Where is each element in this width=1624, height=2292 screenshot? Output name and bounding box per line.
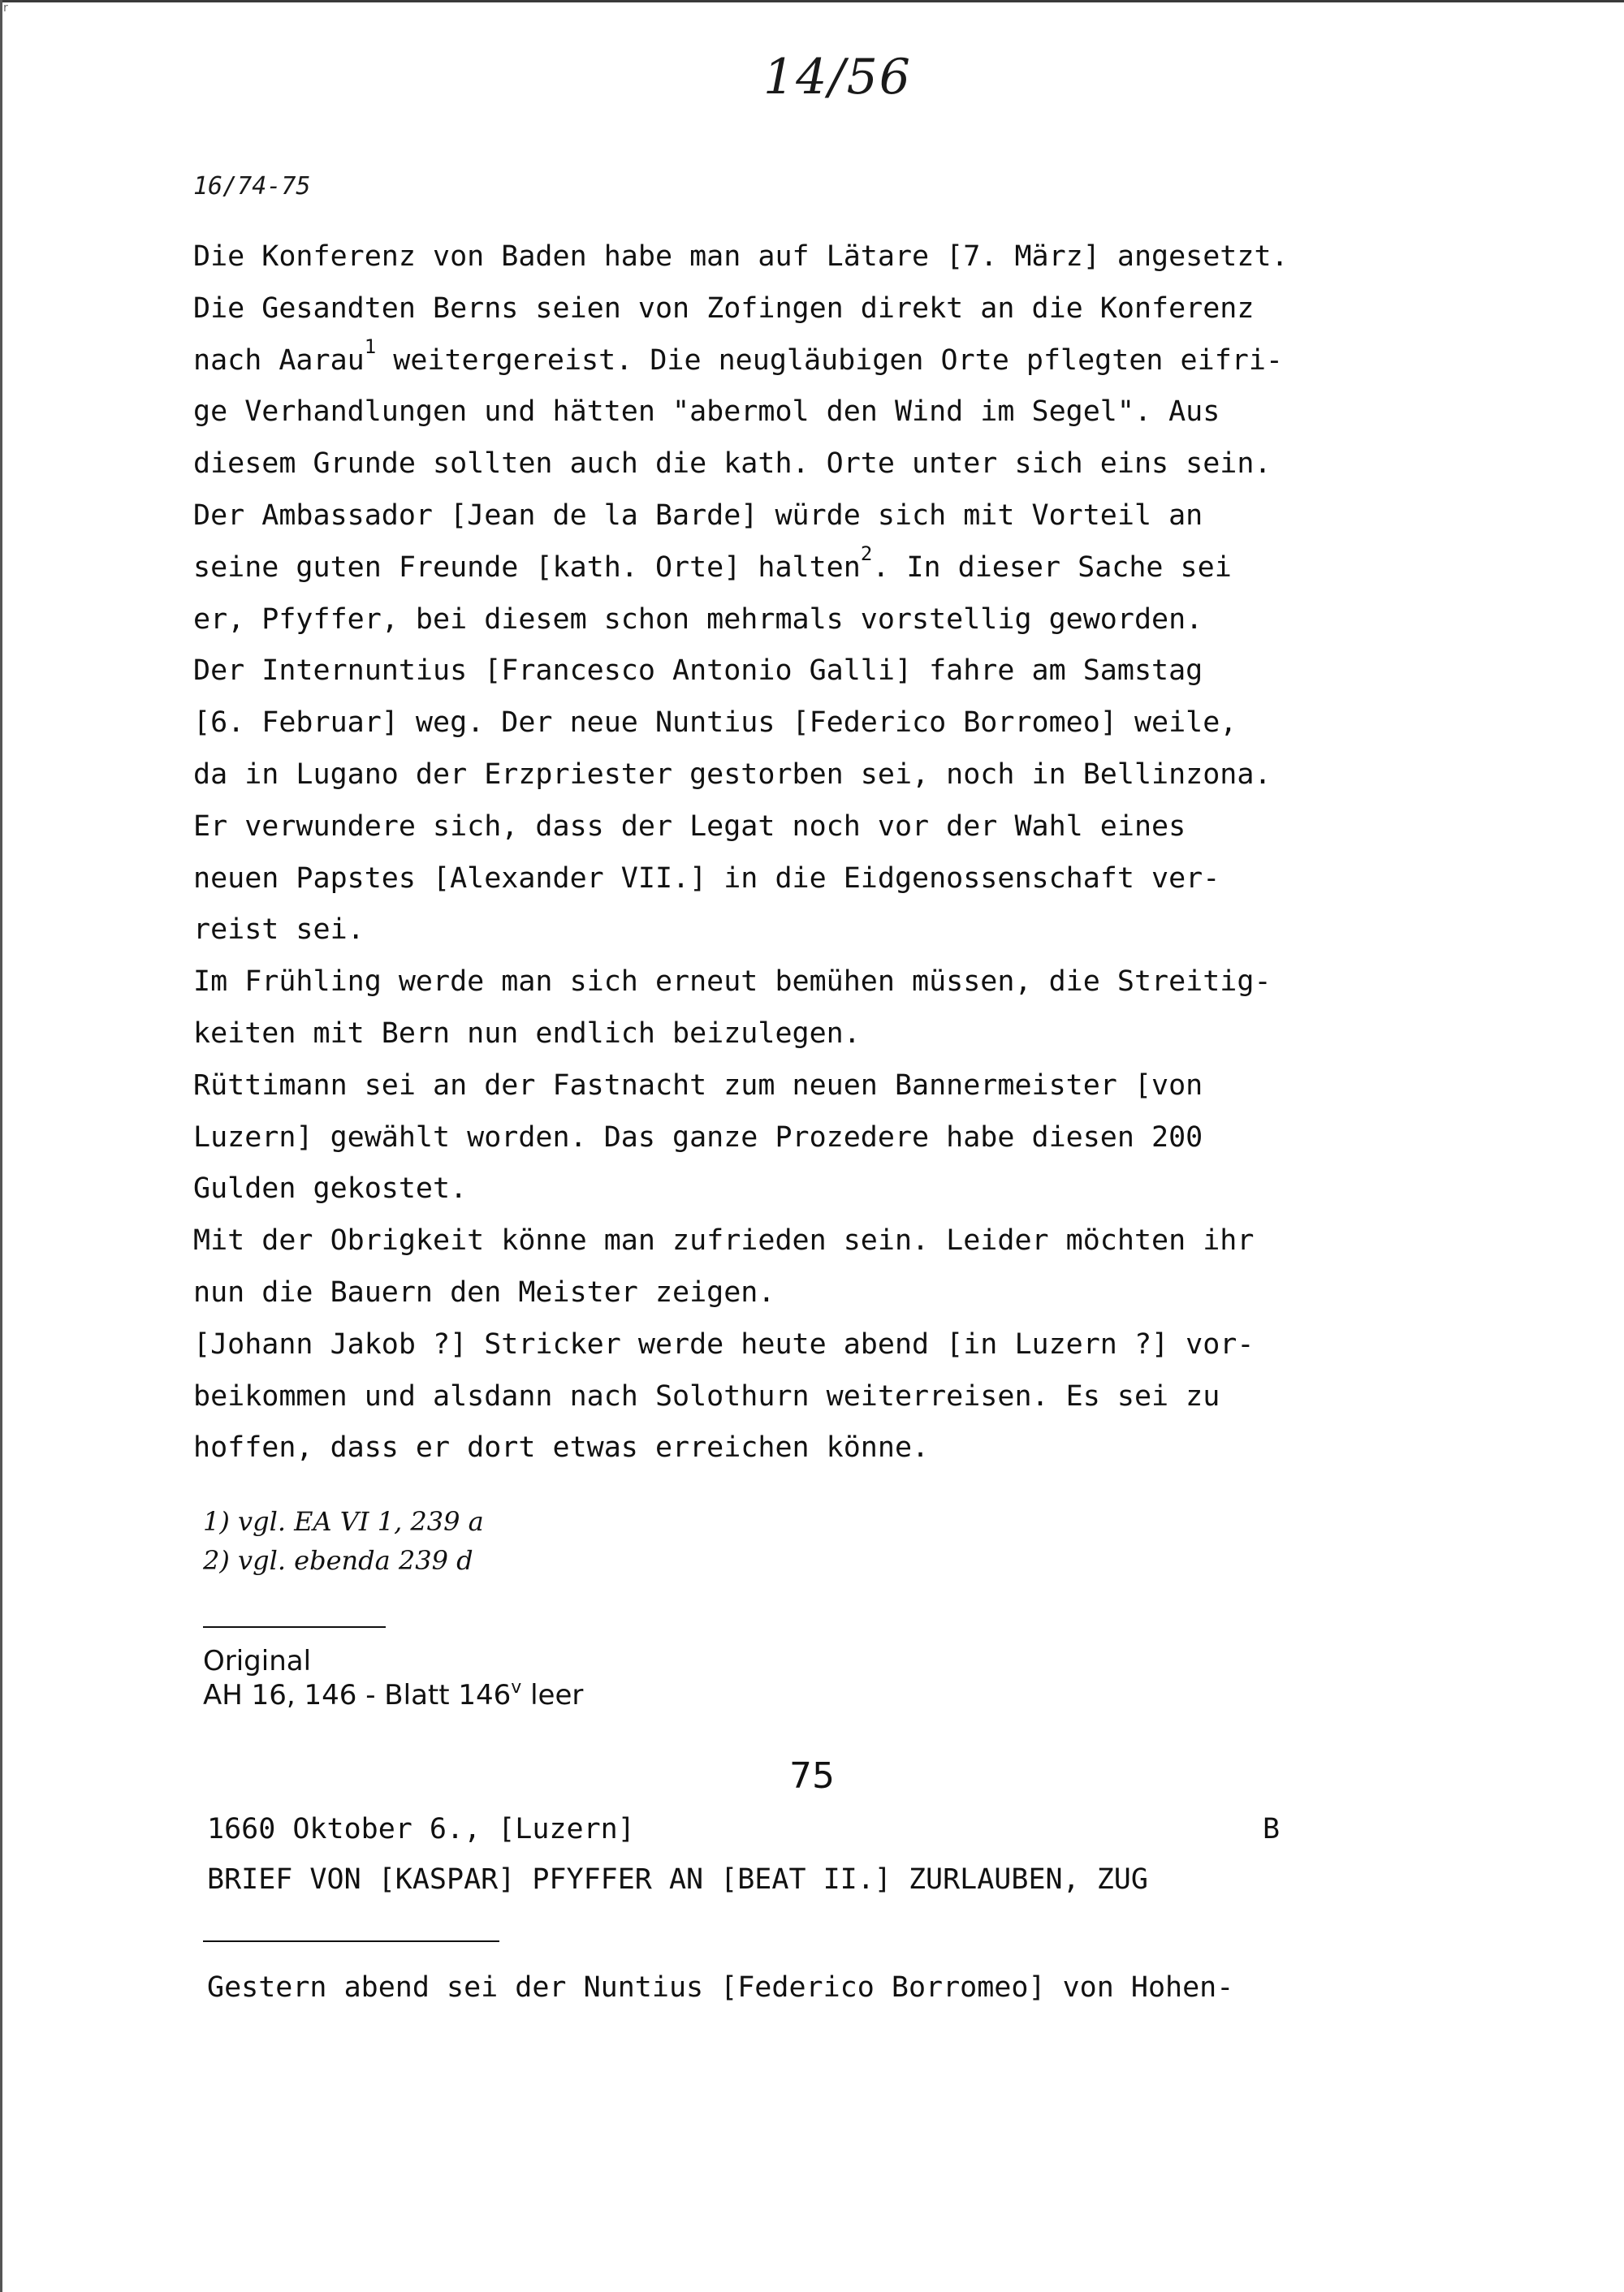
text-line [193,386,1468,438]
text-line-continuation: weitergereist. Die neugläubigen Orte pflegten eifri- [376,343,1283,377]
source-label: Original [203,1645,312,1677]
text-line [193,1215,1468,1267]
footnote-2: 2) vgl. ebenda 239 d [203,1545,473,1576]
text-line-content: neuen Papstes [Alexander VII.] in die Eidgenossenschaft ver- [193,861,1220,895]
text-line [193,1371,1468,1423]
text-line-content: Der Ambassador [Jean de la Barde] würde sich mit Vorteil an [193,499,1203,532]
text-line [193,283,1468,335]
text-line-content: nun die Bauern den Meister zeigen. [193,1275,775,1309]
text-line-content: reist sei. [193,913,365,947]
text-line-content: da in Lugano der Erzpriester gestorben sei, noch in Bellinzona. [193,758,1272,791]
source-reference-text: AH 16, 146 - Blatt 146 [203,1679,512,1711]
footnote-marker: 2 [860,542,873,565]
text-line [193,853,1468,905]
text-line-content: ge Verhandlungen und hätten "abermol den Wind im Segel". Aus [193,395,1220,429]
handwritten-folio-number: 14/56 [763,49,912,106]
text-line-content: Gulden gekostet. [193,1172,468,1206]
text-line [193,231,1468,283]
text-line-content: nach Aarau [193,343,365,377]
text-line-content: seine guten Freunde [kath. Orte] halten [193,550,861,584]
text-line [193,335,1468,387]
text-line-content: beikommen und alsdann nach Solothurn weiterreisen. Es sei zu [193,1379,1220,1413]
text-line [193,749,1468,801]
page-edge-top [0,0,1624,2]
separator-rule [203,1626,386,1628]
text-line [193,1267,1468,1319]
text-line [193,1163,1468,1215]
source-reference-suffix: leer [521,1679,584,1711]
document-type-letter: B [1263,1813,1281,1845]
text-line-content: [Johann Jakob ?] Stricker werde heute abend [in Luzern ?] vor- [193,1327,1255,1361]
text-line [193,1319,1468,1371]
text-line-content: keiten mit Bern nun endlich beizulegen. [193,1017,861,1050]
text-line-content: er, Pfyffer, bei diesem schon mehrmals vorstellig geworden. [193,602,1203,636]
text-line [193,438,1468,490]
text-line [193,697,1468,749]
document-first-line: Gestern abend sei der Nuntius [Federico Borromeo] von Hohen- [207,1971,1234,2004]
text-line-content: Die Konferenz von Baden habe man auf Lätare [7. März] angesetzt. [193,240,1289,273]
footnote-marker: 1 [364,335,377,358]
text-line-content: Luzern] gewählt worden. Das ganze Prozedere habe diesen 200 [193,1120,1203,1154]
text-line-content: Rüttimann sei an der Fastnacht zum neuen Bannermeister [von [193,1068,1203,1102]
text-line-content: [6. Februar] weg. Der neue Nuntius [Federico Borromeo] weile, [193,706,1237,740]
text-line-content: diesem Grunde sollten auch die kath. Orte unter sich eins sein. [193,447,1272,481]
text-line-content: Er verwundere sich, dass der Legat noch vor der Wahl eines [193,809,1186,843]
text-line [193,594,1468,646]
source-note [203,1644,583,1712]
text-line [193,1422,1468,1474]
text-line-content: Im Frühling werde man sich erneut bemühen müssen, die Streitig- [193,965,1272,999]
text-line-content: Der Internuntius [Francesco Antonio Galli] fahre am Samstag [193,654,1203,688]
text-line [193,542,1468,594]
text-line [193,1008,1468,1060]
document-number: 75 [789,1755,835,1797]
corner-mark: r [3,2,8,15]
source-verso-mark: v [511,1677,522,1698]
text-line [193,645,1468,697]
text-line-content: Mit der Obrigkeit könne man zufrieden sein. Leider möchten ihr [193,1224,1255,1258]
source-reference [203,1678,583,1712]
archive-reference: 16/74-75 [193,172,311,201]
text-line-content: hoffen, dass er dort etwas erreichen könne. [193,1431,930,1465]
text-line [193,1060,1468,1112]
text-line-continuation: . In dieser Sache sei [872,550,1232,584]
footnotes [203,1502,484,1580]
text-line [193,956,1468,1008]
text-line [193,490,1468,542]
document-date-place: 1660 Oktober 6., [Luzern] [207,1813,635,1845]
footnote-1: 1) vgl. EA VI 1, 239 a [203,1506,484,1537]
document-title: BRIEF VON [KASPAR] PFYFFER AN [BEAT II.] ZURLAUBEN, ZUG [207,1863,1148,1896]
text-line [193,904,1468,956]
letter-summary-text [193,231,1468,1474]
text-line [193,1112,1468,1164]
title-separator-rule [203,1940,499,1942]
text-line-content: Die Gesandten Berns seien von Zofingen direkt an die Konferenz [193,291,1255,325]
text-line [193,801,1468,853]
page-edge-left [0,0,2,2292]
